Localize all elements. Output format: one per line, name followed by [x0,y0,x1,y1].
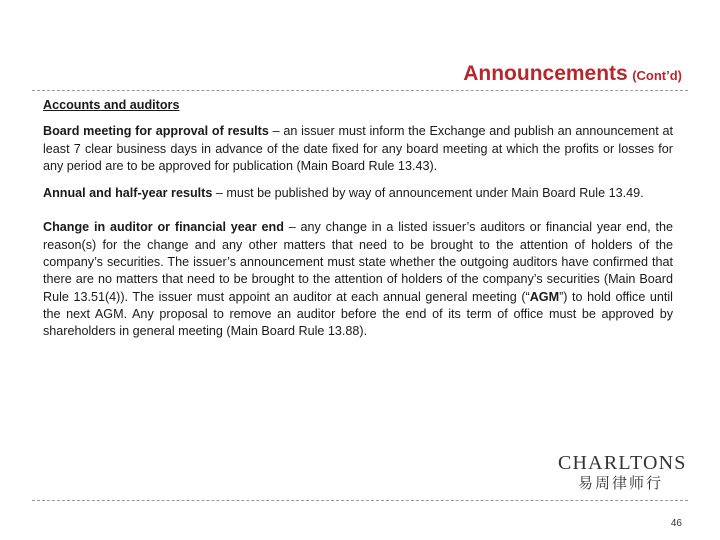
paragraph-text-continued: ”) to hold office until the next AGM. Any proposal to remove an auditor before the end of its term of office must be approved by shareholders in general meeting (Main Board Rule 13.88). [43,289,673,339]
paragraph-text: – any change in a listed issuer’s auditors or financial year end, the reason(s) for the change and any other matters that need to be brought to the attention of holders of the company’s securities. The issuer’s announcement must state whether the outgoing auditors have confirmed that there are no matters that need to be brought to the attention of holders of the company’s securities (Main Board Rule 13.51(4)). The issuer must appoint an auditor at each annual general meeting (“ [43,220,673,304]
section-heading: Accounts and auditors [43,98,180,112]
paragraph-text: – an issuer must inform the Exchange and publish an announcement at least 7 clear business days in advance of the date fixed for any board meeting at which the profits or losses for any period are to be approved for publication (Main Board Rule 13.43). [43,124,673,173]
page-number: 46 [670,518,682,529]
paragraph-lead: Board meeting for approval of results [43,124,269,139]
agm-term: AGM [529,289,560,304]
page-title [463,62,682,86]
paragraph-change-auditor [43,219,673,340]
content-body [43,97,673,351]
paragraph-board-meeting [43,123,673,175]
logo-chinese: 易周律师行 [577,475,663,492]
top-divider [32,90,688,91]
paragraph-lead: Annual and half-year results [43,186,213,201]
charltons-logo [558,452,687,494]
logo-english: CHARLTONS [558,452,687,474]
title-main: Announcements [463,62,628,85]
bottom-divider [32,500,688,501]
paragraph-text: – must be published by way of announcement under Main Board Rule 13.49. [212,186,644,201]
paragraph-results [43,185,673,202]
paragraph-lead: Change in auditor or financial year end [43,220,284,235]
title-subtitle: (Cont’d) [632,68,682,83]
